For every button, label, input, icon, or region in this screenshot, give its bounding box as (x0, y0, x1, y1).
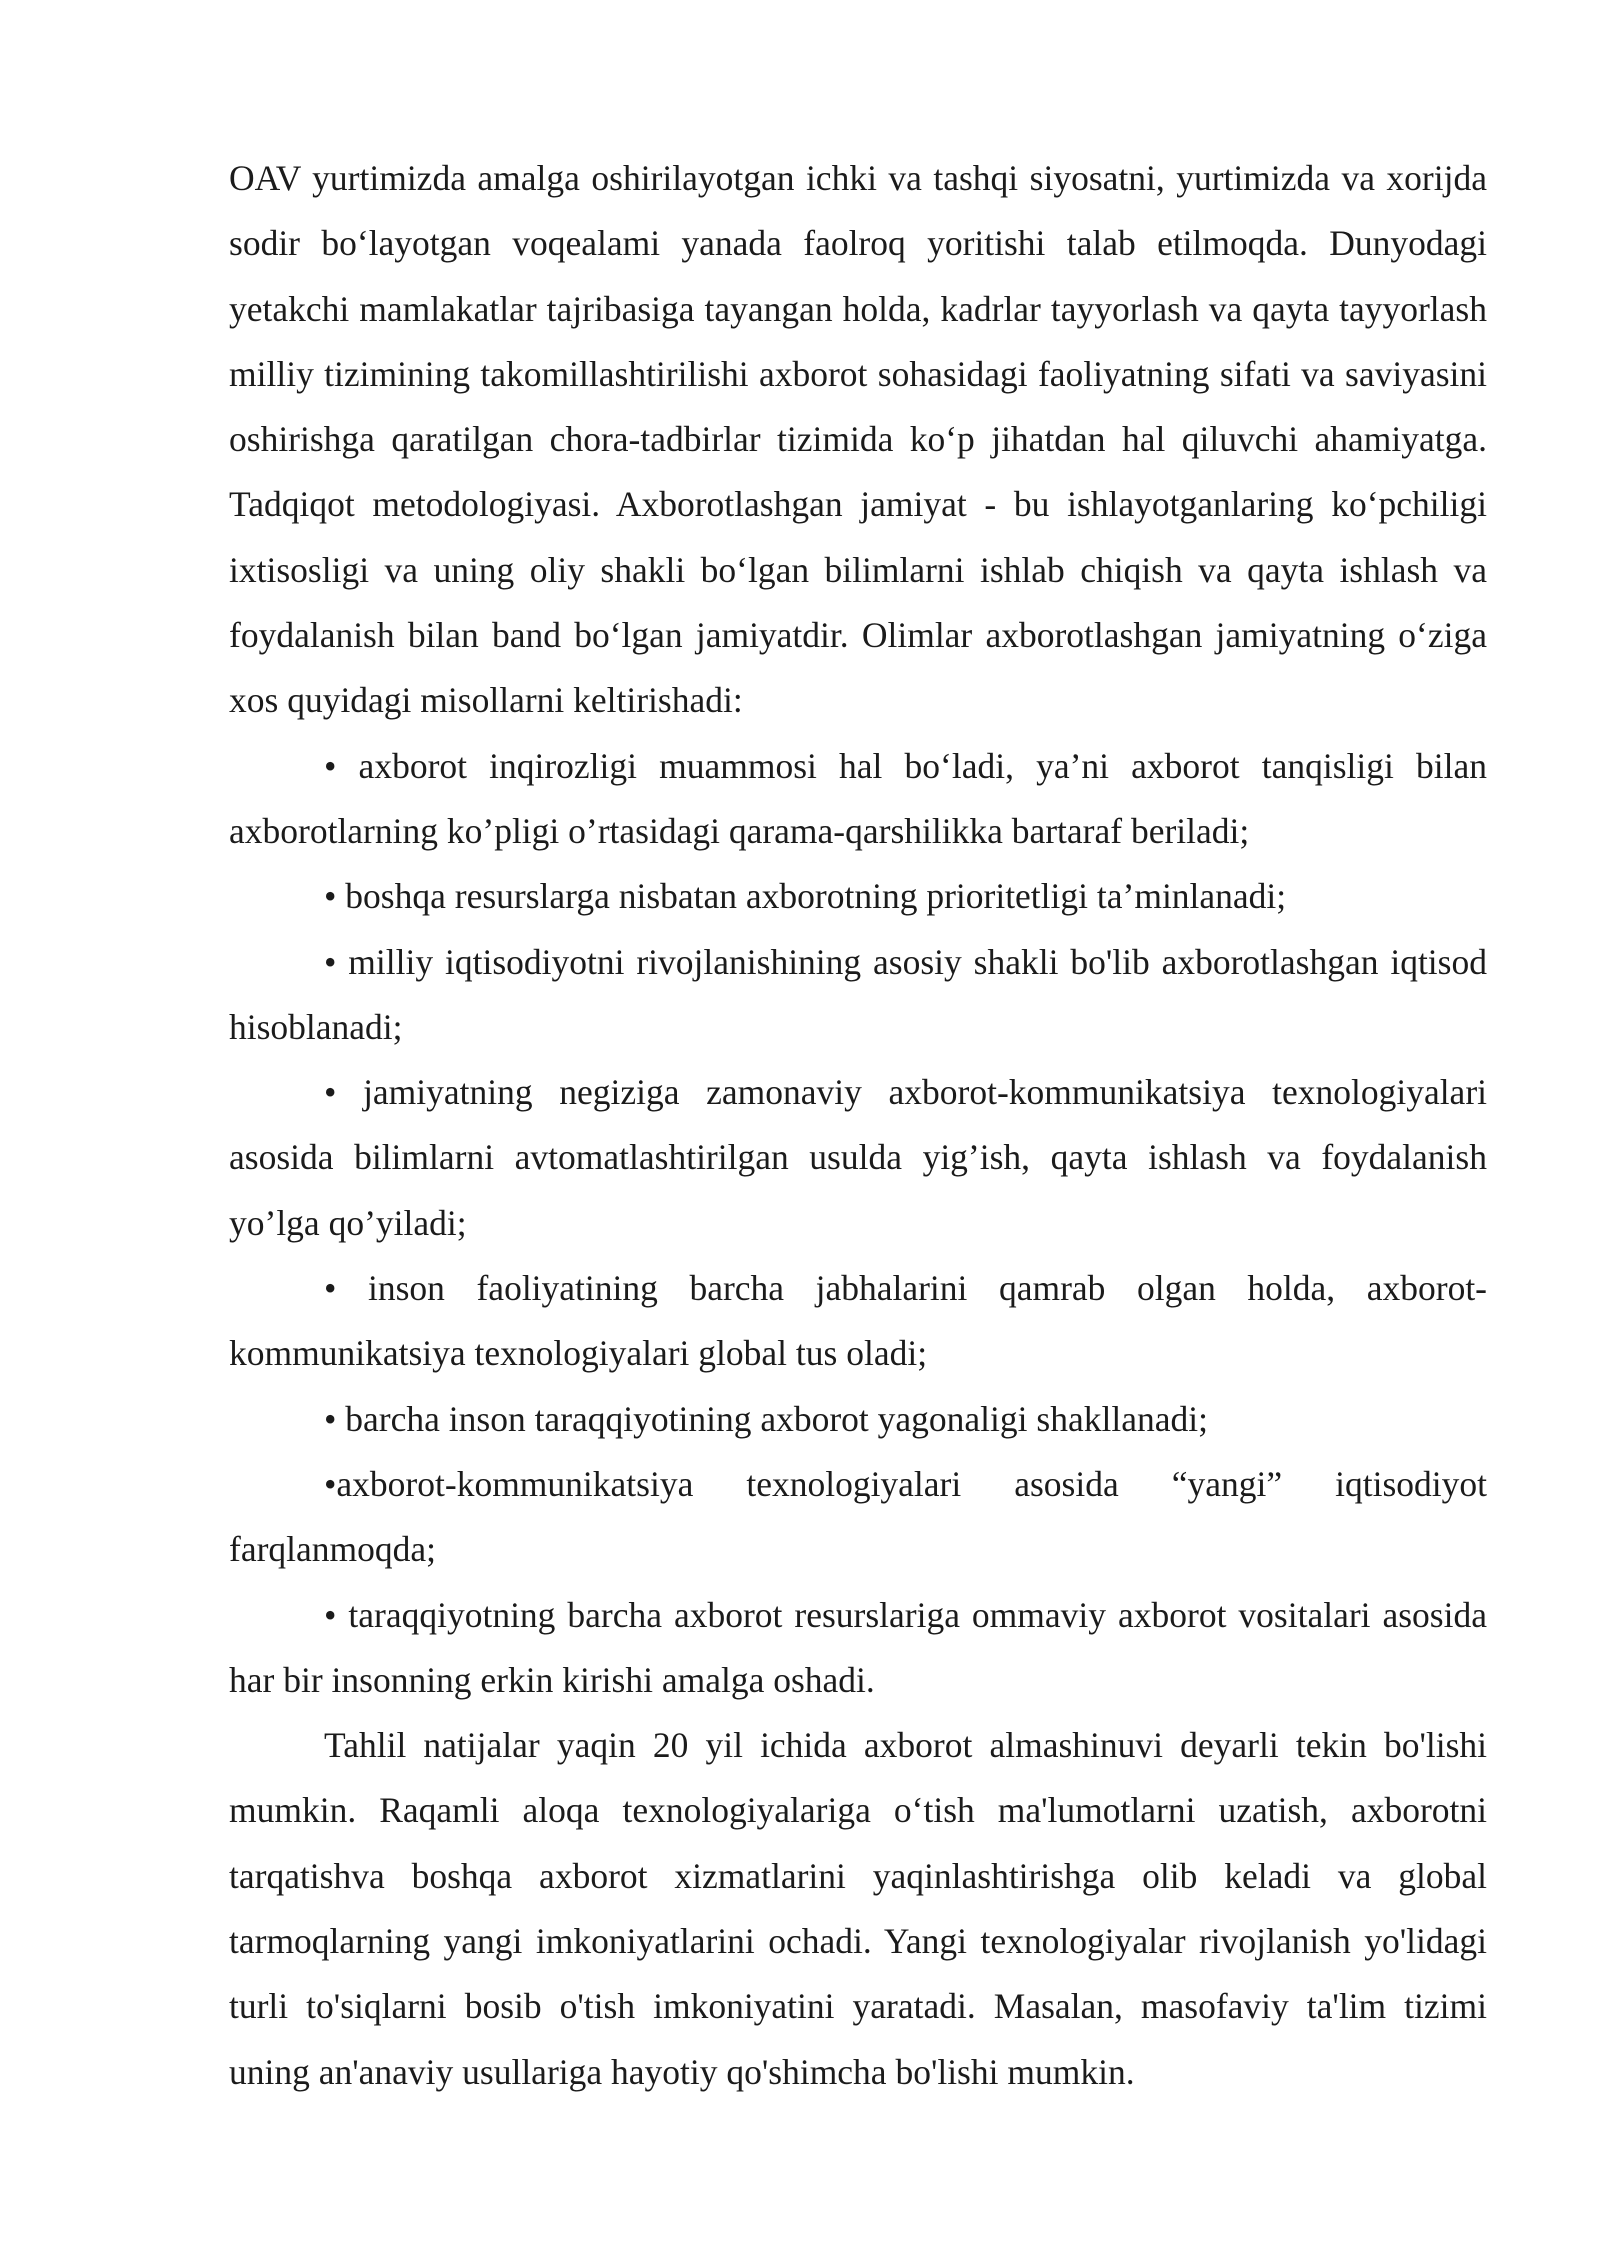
bullet-item: • taraqqiyotning barcha axborot resurslariga ommaviy axborot vositalari asosida har bir insonning erkin kirishi amalga oshadi. (229, 1594, 1487, 1700)
bullet-item: • barcha inson taraqqiyotining axborot yagonaligi shakllanadi; (324, 1398, 1208, 1439)
bullet-item: • jamiyatning negiziga zamonaviy axborot-kommunikatsiya texnologiyalari asosida bilimlarni avtomatlashtirilgan usulda yig’ish, qayta ishlash va foydalanish yo’lga qo’yiladi; (229, 1072, 1487, 1243)
bullet-item: • axborot inqirozligi muammosi hal bo‘ladi, ya’ni axborot tanqisligi bilan axborotlarning ko’pligi o’rtasidagi qarama-qarshilikka bartaraf beriladi; (229, 745, 1487, 851)
paragraph-intro: OAV yurtimizda amalga oshirilayotgan ichki va tashqi siyosatni, yurtimizda va xorijda sodir bo‘layotgan voqealami yanada faolroq yoritishi talab etilmoqda. Dunyodagi yetakchi mamlakatlar tajribasiga tayangan holda, kadrlar tayyorlash va qayta tayyorlash milliy tizimining takomillashtirilishi axborot sohasidagi faoliyatning sifati va saviyasini oshirishga qaratilgan chora-tadbirlar tizimida ko‘p jihatdan hal qiluvchi ahamiyatga. Tadqiqot metodologiyasi. Axborotlashgan jamiyat - bu ishlayotganlaring ko‘pchiligi ixtisosligi va uning oliy shakli bo‘lgan bilimlarni ishlab chiqish va qayta ishlash va foydalanish bilan band bo‘lgan jamiyatdir. Olimlar axborotlashgan jamiyatning o‘ziga xos quyidagi misollarni keltirishadi: (229, 158, 1487, 721)
bullet-item: • milliy iqtisodiyotni rivojlanishining asosiy shakli bo'lib axborotlashgan iqtisod hisoblanadi; (229, 941, 1487, 1047)
bullet-item: • boshqa resurslarga nisbatan axborotning prioritetligi ta’minlanadi; (324, 876, 1287, 917)
paragraph-results: Tahlil natijalar yaqin 20 yil ichida axborot almashinuvi deyarli tekin bo'lishi mumkin. Raqamli aloqa texnologiyalariga o‘tish ma'lumotlarni uzatish, axborotni tarqatishva boshqa axborot xizmatlarini yaqinlashtirishga olib keladi va global tarmoqlarning yangi imkoniyatlarini ochadi. Yangi texnologiyalar rivojlanish yo'lidagi turli to'siqlarni bosib o'tish imkoniyatini yaratadi. Masalan, masofaviy ta'lim tizimi uning an'anaviy usullariga hayotiy qo'shimcha bo'lishi mumkin. (229, 1725, 1487, 2092)
document-body (229, 146, 1487, 2105)
bullet-item: •axborot-kommunikatsiya texnologiyalari asosida “yangi” iqtisodiyot farqlanmoqda; (229, 1463, 1487, 1570)
bullet-item: • inson faoliyatining barcha jabhalarini qamrab olgan holda, axborot-kommunikatsiya texnologiyalari global tus oladi; (229, 1268, 1487, 1374)
